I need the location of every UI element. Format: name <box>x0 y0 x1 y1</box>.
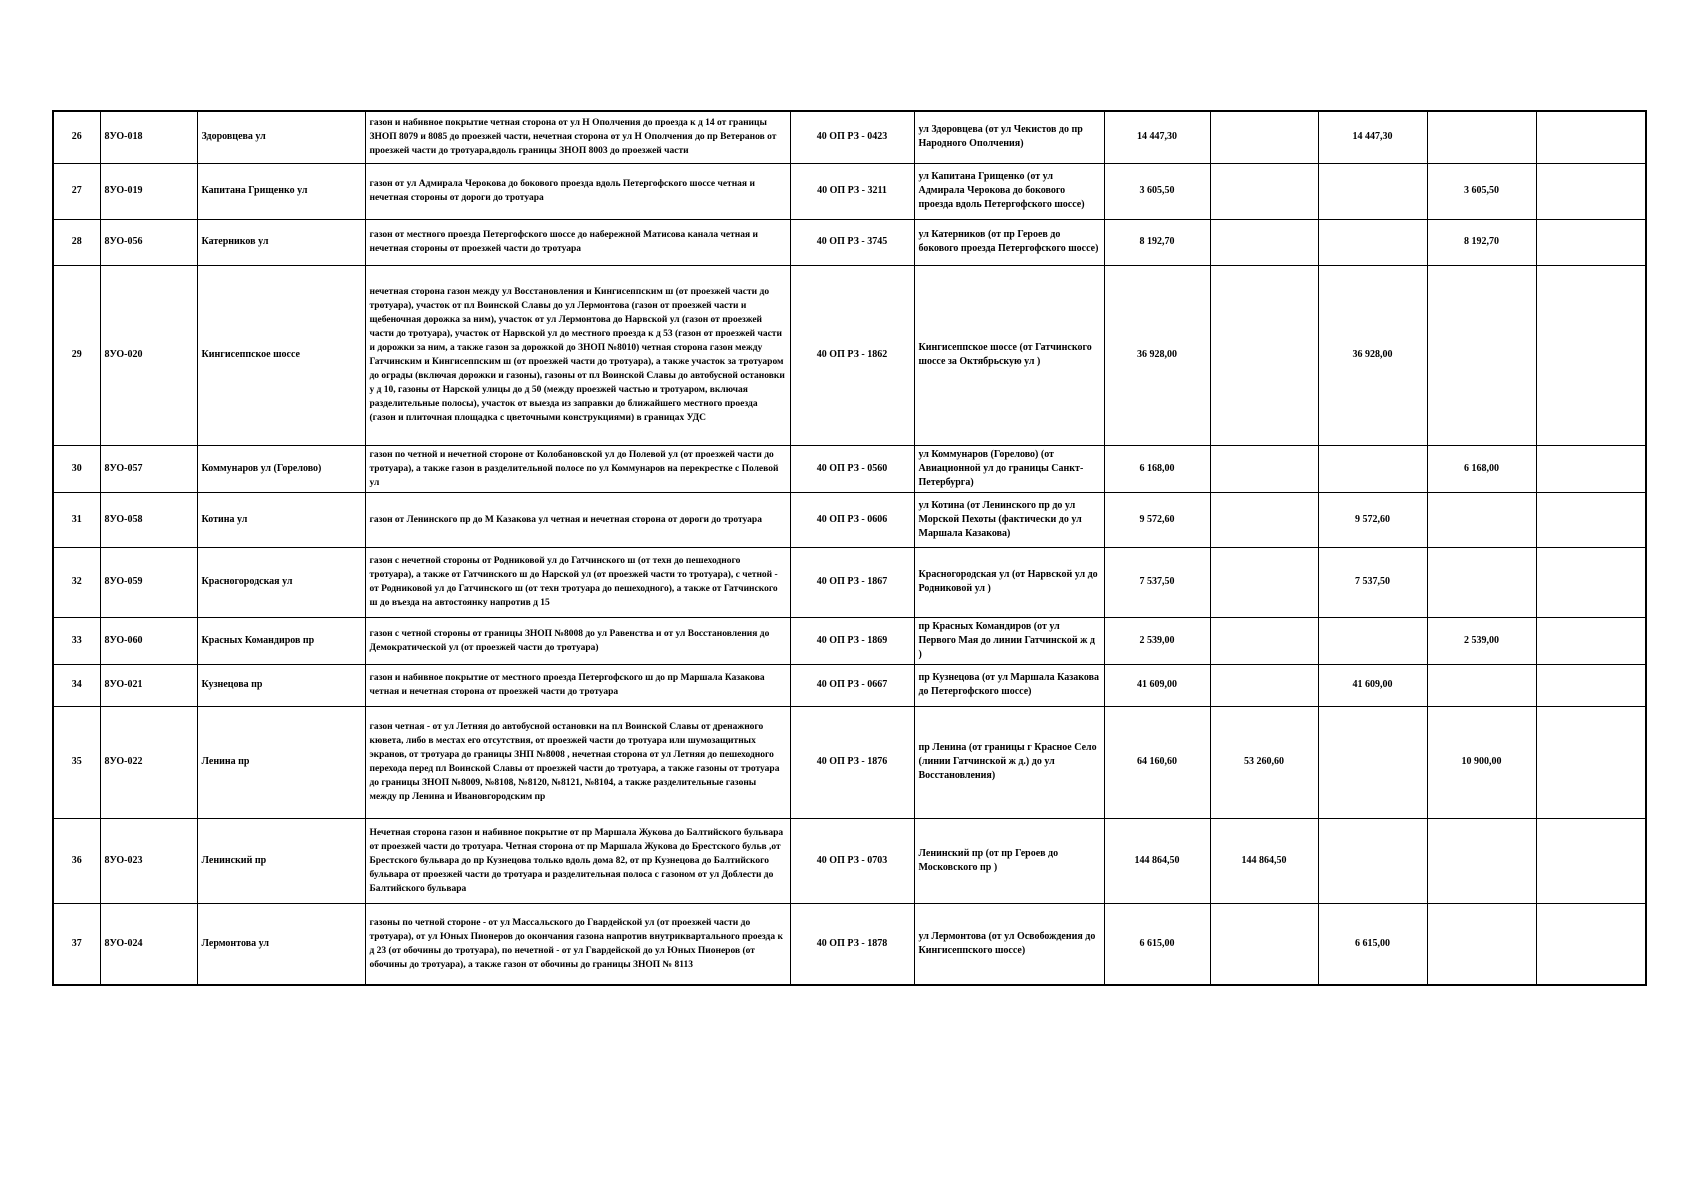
amount-col-2 <box>1318 818 1427 903</box>
area-description: газон по четной и нечетной стороне от Колобановской ул до Полевой ул (от проезжей части до тротуара), а также газон в разделительной полосе по ул Коммунаров на перекрестке с Полевой ул <box>365 445 790 492</box>
amount-col-3: 3 605,50 <box>1427 163 1536 219</box>
row-number: 31 <box>53 492 100 547</box>
table-row <box>53 706 1646 818</box>
amount-col-3 <box>1427 903 1536 985</box>
amount-col-3: 6 168,00 <box>1427 445 1536 492</box>
amount-col-1: 144 864,50 <box>1210 818 1318 903</box>
table-row <box>53 547 1646 617</box>
table-row <box>53 664 1646 706</box>
area-description: нечетная сторона газон между ул Восстановления и Кингисеппским ш (от проезжей части до тротуара), участок от пл Воинской Славы до ул Лермонтова (газон от проезжей части и щебеночная дорожка за ним), участок от ул Лермонтова до Нарвской ул (газон от проезжей части до тротуара), участок от Нарвской ул до местного проезда к д 53 (газон от проезжей части и дорожки за ним, а также газон за дорожкой до ЗНОП №8010) четная сторона газон между Гатчинским и Кингисеппским ш (от проезжей части до тротуара), а также участок за тротуаром до ограды (включая дорожки и газоны), газоны от пл Воинской Славы до автобусной остановки у д 10, газоны от Нарской улицы до д 50 (между проезжей частью и тротуаром, включая разделительные полосы), участок от выезда из заправки до ближайшего местного проезда (газон и плиточная площадка с цветочными конструкциями) в границах УДС <box>365 265 790 445</box>
road-description: ул Капитана Грищенко (от ул Адмирала Черокова до бокового проезда вдоль Петергофского шоссе) <box>914 163 1104 219</box>
street-name: Красных Командиров пр <box>197 617 365 664</box>
amount-col-1 <box>1210 163 1318 219</box>
amount-col-2: 9 572,60 <box>1318 492 1427 547</box>
table-row <box>53 265 1646 445</box>
amount-col-4 <box>1536 111 1646 163</box>
object-code: 8УО-056 <box>100 219 197 265</box>
object-code: 8УО-060 <box>100 617 197 664</box>
row-number: 30 <box>53 445 100 492</box>
table-row <box>53 219 1646 265</box>
total-amount: 36 928,00 <box>1104 265 1210 445</box>
registry-number: 40 ОП РЗ - 3745 <box>790 219 914 265</box>
registry-number: 40 ОП РЗ - 1878 <box>790 903 914 985</box>
budget-table <box>52 110 1647 986</box>
total-amount: 9 572,60 <box>1104 492 1210 547</box>
amount-col-3 <box>1427 265 1536 445</box>
total-amount: 3 605,50 <box>1104 163 1210 219</box>
registry-number: 40 ОП РЗ - 3211 <box>790 163 914 219</box>
amount-col-3: 2 539,00 <box>1427 617 1536 664</box>
amount-col-1 <box>1210 492 1318 547</box>
street-name: Ленинский пр <box>197 818 365 903</box>
registry-number: 40 ОП РЗ - 0703 <box>790 818 914 903</box>
total-amount: 6 168,00 <box>1104 445 1210 492</box>
area-description: газоны по четной стороне - от ул Массальского до Гвардейской ул (от проезжей части до тротуара), от ул Юных Пионеров до окончания газона напротив внутриквартального проезда к д 23 (от обочины до тротуара), по нечетной - от ул Гвардейской до ул Юных Пионеров (от обочины до тротуара), а также газон от обочины до границы ЗНОП № 8113 <box>365 903 790 985</box>
amount-col-4 <box>1536 445 1646 492</box>
object-code: 8УО-020 <box>100 265 197 445</box>
total-amount: 41 609,00 <box>1104 664 1210 706</box>
street-name: Красногородская ул <box>197 547 365 617</box>
object-code: 8УО-019 <box>100 163 197 219</box>
amount-col-4 <box>1536 617 1646 664</box>
street-name: Коммунаров ул (Горелово) <box>197 445 365 492</box>
total-amount: 7 537,50 <box>1104 547 1210 617</box>
object-code: 8УО-021 <box>100 664 197 706</box>
amount-col-3 <box>1427 547 1536 617</box>
amount-col-4 <box>1536 163 1646 219</box>
amount-col-4 <box>1536 706 1646 818</box>
total-amount: 144 864,50 <box>1104 818 1210 903</box>
street-name: Лермонтова ул <box>197 903 365 985</box>
area-description: газон от ул Адмирала Черокова до бокового проезда вдоль Петергофского шоссе четная и нечетная стороны от дороги до тротуара <box>365 163 790 219</box>
road-description: ул Коммунаров (Горелово) (от Авиационной ул до границы Санкт-Петербурга) <box>914 445 1104 492</box>
table-row <box>53 111 1646 163</box>
amount-col-2: 6 615,00 <box>1318 903 1427 985</box>
table-row <box>53 903 1646 985</box>
total-amount: 64 160,60 <box>1104 706 1210 818</box>
area-description: газон и набивное покрытие от местного проезда Петергофского ш до пр Маршала Казакова четная и нечетная сторона от проезжей части до тротуара <box>365 664 790 706</box>
row-number: 32 <box>53 547 100 617</box>
area-description: газон и набивное покрытие четная сторона от ул Н Ополчения до проезда к д 14 от границы ЗНОП 8079 и 8085 до проезжей части, нечетная сторона от ул Н Ополчения до пр Ветеранов от проезжей части до тротуара,вдоль границы ЗНОП 8003 до проезжей части <box>365 111 790 163</box>
row-number: 34 <box>53 664 100 706</box>
street-name: Здоровцева ул <box>197 111 365 163</box>
total-amount: 6 615,00 <box>1104 903 1210 985</box>
object-code: 8УО-022 <box>100 706 197 818</box>
amount-col-2 <box>1318 706 1427 818</box>
amount-col-1 <box>1210 219 1318 265</box>
object-code: 8УО-058 <box>100 492 197 547</box>
street-name: Ленина пр <box>197 706 365 818</box>
road-description: ул Котина (от Ленинского пр до ул Морской Пехоты (фактически до ул Маршала Казакова) <box>914 492 1104 547</box>
object-code: 8УО-059 <box>100 547 197 617</box>
area-description: газон от местного проезда Петергофского шоссе до набережной Матисова канала четная и нечетная стороны от проезжей части до тротуара <box>365 219 790 265</box>
table-row <box>53 163 1646 219</box>
area-description: Нечетная сторона газон и набивное покрытие от пр Маршала Жукова до Балтийского бульвара от проезжей части до тротуара. Четная сторона от пр Маршала Жукова до Брестского бульв ,от Брестского бульвара до пр Кузнецова только вдоль дома 82, от пр Кузнецова до Балтийского бульвара от проезжей части до тротуара и разделительная полоса с газоном от ул Доблести до Балтийского бульвара <box>365 818 790 903</box>
row-number: 35 <box>53 706 100 818</box>
amount-col-1: 53 260,60 <box>1210 706 1318 818</box>
amount-col-3: 10 900,00 <box>1427 706 1536 818</box>
amount-col-1 <box>1210 547 1318 617</box>
table-row <box>53 492 1646 547</box>
registry-number: 40 ОП РЗ - 1869 <box>790 617 914 664</box>
object-code: 8УО-023 <box>100 818 197 903</box>
row-number: 37 <box>53 903 100 985</box>
street-name: Котина ул <box>197 492 365 547</box>
road-description: ул Здоровцева (от ул Чекистов до пр Народного Ополчения) <box>914 111 1104 163</box>
table-row <box>53 818 1646 903</box>
amount-col-2: 7 537,50 <box>1318 547 1427 617</box>
amount-col-1 <box>1210 664 1318 706</box>
amount-col-4 <box>1536 492 1646 547</box>
amount-col-1 <box>1210 265 1318 445</box>
registry-number: 40 ОП РЗ - 1862 <box>790 265 914 445</box>
row-number: 36 <box>53 818 100 903</box>
amount-col-4 <box>1536 903 1646 985</box>
road-description: пр Ленина (от границы г Красное Село (линии Гатчинской ж д.) до ул Восстановления) <box>914 706 1104 818</box>
registry-number: 40 ОП РЗ - 0560 <box>790 445 914 492</box>
table-row <box>53 617 1646 664</box>
registry-number: 40 ОП РЗ - 1876 <box>790 706 914 818</box>
amount-col-4 <box>1536 664 1646 706</box>
amount-col-1 <box>1210 903 1318 985</box>
object-code: 8УО-057 <box>100 445 197 492</box>
area-description: газон от Ленинского пр до М Казакова ул четная и нечетная сторона от дороги до тротуара <box>365 492 790 547</box>
area-description: газон с нечетной стороны от Родниковой ул до Гатчинского ш (от техн до пешеходного тротуара), а также от Гатчинского ш до Нарской ул (от проезжей части то тротуара), с четной - от Родниковой ул до Гатчинского ш (от техн тротуара до пешеходного), а также от Гатчинского ш до въезда на автостоянку напротив д 15 <box>365 547 790 617</box>
amount-col-1 <box>1210 111 1318 163</box>
amount-col-2: 14 447,30 <box>1318 111 1427 163</box>
amount-col-2: 36 928,00 <box>1318 265 1427 445</box>
amount-col-3: 8 192,70 <box>1427 219 1536 265</box>
area-description: газон четная - от ул Летняя до автобусной остановки на пл Воинской Славы от дренажного кювета, либо в местах его отсутствия, от проезжей части до тротуара или шумозащитных экранов, от тротуара до границы ЗНП №8008 , нечетная сторона от ул Летняя до пешеходного перехода перед пл Воинской Славы от проезжей части до тротуара, а также газоны от тротуара до границы ЗНОП №8009, №8108, №8120, №8121, №8104, а также разделительные газоны между пр Ленина и Ивановгородским пр <box>365 706 790 818</box>
row-number: 28 <box>53 219 100 265</box>
total-amount: 2 539,00 <box>1104 617 1210 664</box>
amount-col-2: 41 609,00 <box>1318 664 1427 706</box>
road-description: Ленинский пр (от пр Героев до Московского пр ) <box>914 818 1104 903</box>
street-name: Кузнецова пр <box>197 664 365 706</box>
amount-col-2 <box>1318 219 1427 265</box>
amount-col-1 <box>1210 445 1318 492</box>
amount-col-3 <box>1427 664 1536 706</box>
amount-col-3 <box>1427 818 1536 903</box>
amount-col-4 <box>1536 219 1646 265</box>
object-code: 8УО-018 <box>100 111 197 163</box>
area-description: газон с четной стороны от границы ЗНОП №8008 до ул Равенства и от ул Восстановления до Демократической ул (от проезжей части до тротуара) <box>365 617 790 664</box>
total-amount: 14 447,30 <box>1104 111 1210 163</box>
total-amount: 8 192,70 <box>1104 219 1210 265</box>
row-number: 33 <box>53 617 100 664</box>
amount-col-4 <box>1536 818 1646 903</box>
amount-col-2 <box>1318 617 1427 664</box>
amount-col-3 <box>1427 111 1536 163</box>
table-row <box>53 445 1646 492</box>
street-name: Катерников ул <box>197 219 365 265</box>
registry-number: 40 ОП РЗ - 0606 <box>790 492 914 547</box>
registry-number: 40 ОП РЗ - 0423 <box>790 111 914 163</box>
row-number: 26 <box>53 111 100 163</box>
street-name: Кингисеппское шоссе <box>197 265 365 445</box>
object-code: 8УО-024 <box>100 903 197 985</box>
registry-number: 40 ОП РЗ - 1867 <box>790 547 914 617</box>
amount-col-4 <box>1536 265 1646 445</box>
road-description: ул Лермонтова (от ул Освобождения до Кингисеппского шоссе) <box>914 903 1104 985</box>
row-number: 27 <box>53 163 100 219</box>
row-number: 29 <box>53 265 100 445</box>
road-description: Кингисеппское шоссе (от Гатчинского шоссе за Октябрьскую ул ) <box>914 265 1104 445</box>
road-description: пр Кузнецова (от ул Маршала Казакова до Петергофского шоссе) <box>914 664 1104 706</box>
road-description: Красногородская ул (от Нарвской ул до Родниковой ул ) <box>914 547 1104 617</box>
amount-col-4 <box>1536 547 1646 617</box>
amount-col-2 <box>1318 163 1427 219</box>
street-name: Капитана Грищенко ул <box>197 163 365 219</box>
road-description: пр Красных Командиров (от ул Первого Мая до линии Гатчинской ж д ) <box>914 617 1104 664</box>
road-description: ул Катерников (от пр Героев до бокового проезда Петергофского шоссе) <box>914 219 1104 265</box>
amount-col-2 <box>1318 445 1427 492</box>
amount-col-3 <box>1427 492 1536 547</box>
registry-number: 40 ОП РЗ - 0667 <box>790 664 914 706</box>
amount-col-1 <box>1210 617 1318 664</box>
